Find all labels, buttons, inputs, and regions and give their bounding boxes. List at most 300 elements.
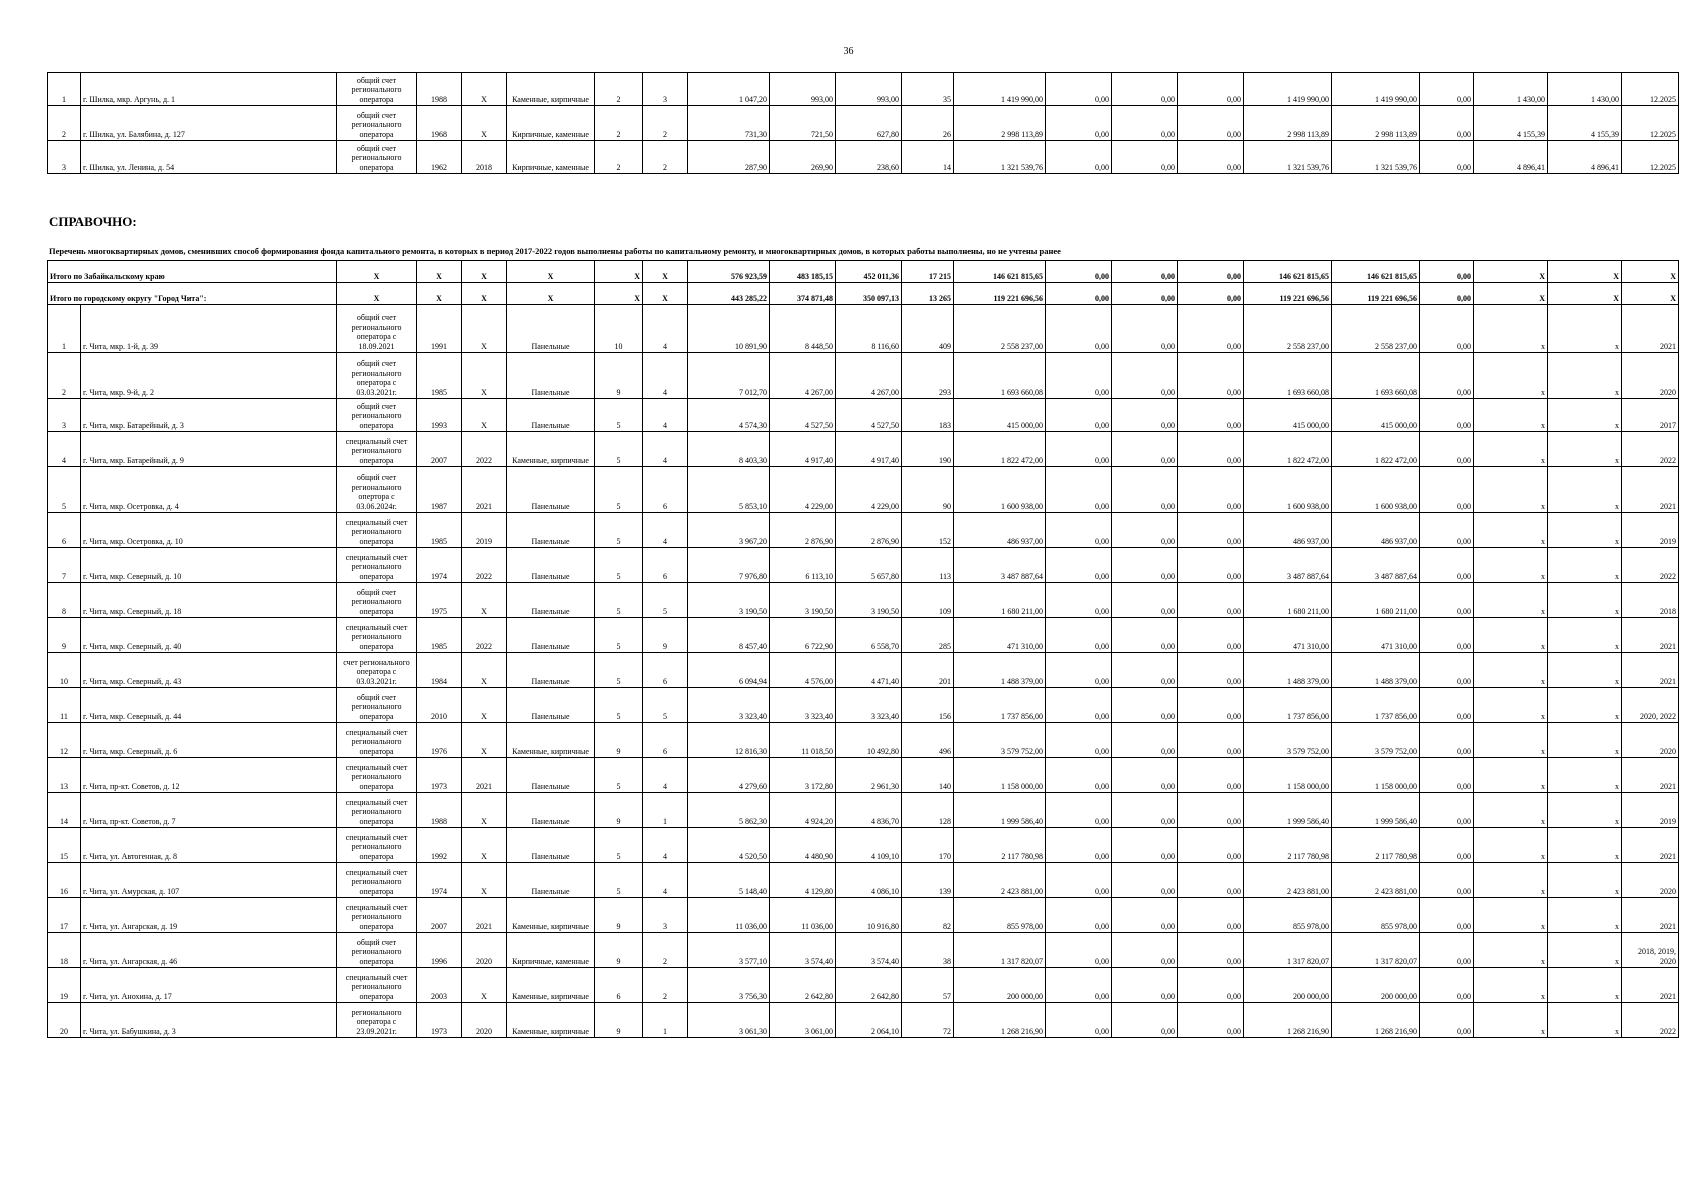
- cell-addr: г. Чита, мкр. 1-й, д. 39: [81, 305, 337, 353]
- total-acc: Х: [337, 261, 417, 283]
- cell-f3: 0,00: [1178, 793, 1244, 828]
- cell-a1: 3 061,30: [688, 1003, 770, 1038]
- cell-ent: 2: [643, 141, 688, 174]
- cell-yr: 2018: [1622, 583, 1679, 618]
- cell-u1: х: [1474, 898, 1548, 933]
- cell-u2: х: [1548, 828, 1622, 863]
- total-f2: 0,00: [1112, 261, 1178, 283]
- cell-a2: 721,50: [770, 106, 836, 141]
- cell-u1: х: [1474, 353, 1548, 399]
- cell-a1: 3 190,50: [688, 583, 770, 618]
- cell-a1: 1 047,20: [688, 73, 770, 106]
- cell-ent: 4: [643, 758, 688, 793]
- cell-u1: х: [1474, 793, 1548, 828]
- cell-s3: 0,00: [1420, 828, 1474, 863]
- cell-f2: 0,00: [1112, 898, 1178, 933]
- cell-fl: 2: [595, 141, 643, 174]
- cell-addr: г. Чита, ул. Ангарская, д. 19: [81, 898, 337, 933]
- cell-n: 18: [48, 933, 81, 968]
- cell-yr: 2019: [1622, 513, 1679, 548]
- cell-cost: 1 737 856,00: [954, 688, 1046, 723]
- total-cost: 119 221 696,56: [954, 283, 1046, 305]
- cell-wall: Панельные: [507, 618, 595, 653]
- cell-cost: 2 558 237,00: [954, 305, 1046, 353]
- cell-n: 11: [48, 688, 81, 723]
- cell-s1: 1 317 820,07: [1244, 933, 1332, 968]
- cell-s2: 1 488 379,00: [1332, 653, 1420, 688]
- cell-fl: 6: [595, 968, 643, 1003]
- cell-s1: 2 117 780,98: [1244, 828, 1332, 863]
- cell-u1: х: [1474, 723, 1548, 758]
- total-ent: Х: [643, 283, 688, 305]
- cell-f1: 0,00: [1046, 106, 1112, 141]
- cell-y1: 1973: [417, 1003, 462, 1038]
- cell-a2: 3 574,40: [770, 933, 836, 968]
- cell-u1: х: [1474, 758, 1548, 793]
- cell-f3: 0,00: [1178, 863, 1244, 898]
- cell-y2: Х: [462, 828, 507, 863]
- cell-y2: 2021: [462, 758, 507, 793]
- cell-fl: 2: [595, 73, 643, 106]
- total-s1: 146 621 815,65: [1244, 261, 1332, 283]
- cell-f2: 0,00: [1112, 399, 1178, 432]
- cell-n: 13: [48, 758, 81, 793]
- cell-yr: 2019: [1622, 793, 1679, 828]
- cell-u1: х: [1474, 583, 1548, 618]
- cell-u2: х: [1548, 353, 1622, 399]
- cell-addr: г. Чита, мкр. Северный, д. 43: [81, 653, 337, 688]
- cell-cost: 2 423 881,00: [954, 863, 1046, 898]
- cell-n: 5: [48, 467, 81, 513]
- table-row: [48, 1003, 1679, 1038]
- cell-n: 12: [48, 723, 81, 758]
- cell-a2: 4 267,00: [770, 353, 836, 399]
- total-ppl: 17 215: [902, 261, 954, 283]
- cell-f1: 0,00: [1046, 353, 1112, 399]
- cell-fl: 9: [595, 353, 643, 399]
- cell-f3: 0,00: [1178, 513, 1244, 548]
- cell-u2: х: [1548, 305, 1622, 353]
- cell-ent: 5: [643, 583, 688, 618]
- cell-yr: 2020: [1622, 353, 1679, 399]
- cell-wall: Каменные, кирпичные: [507, 73, 595, 106]
- cell-wall: Каменные, кирпичные: [507, 968, 595, 1003]
- cell-a3: 2 642,80: [836, 968, 902, 1003]
- cell-ent: 4: [643, 305, 688, 353]
- cell-f3: 0,00: [1178, 583, 1244, 618]
- cell-y2: Х: [462, 353, 507, 399]
- cell-a1: 3 323,40: [688, 688, 770, 723]
- cell-u2: х: [1548, 933, 1622, 968]
- total-a1: 443 285,22: [688, 283, 770, 305]
- cell-ent: 4: [643, 353, 688, 399]
- cell-yr: 2021: [1622, 968, 1679, 1003]
- cell-u1: х: [1474, 653, 1548, 688]
- cell-u2: х: [1548, 618, 1622, 653]
- cell-a2: 6 722,90: [770, 618, 836, 653]
- cell-acc: специальный счет регионального оператора: [337, 898, 417, 933]
- cell-u1: х: [1474, 933, 1548, 968]
- cell-a3: 4 527,50: [836, 399, 902, 432]
- cell-cost: 855 978,00: [954, 898, 1046, 933]
- cell-u2: х: [1548, 467, 1622, 513]
- cell-addr: г. Чита, мкр. 9-й, д. 2: [81, 353, 337, 399]
- cell-ppl: 201: [902, 653, 954, 688]
- cell-acc: общий счет регионального опертора с 03.06.2024г.: [337, 467, 417, 513]
- total-f1: 0,00: [1046, 261, 1112, 283]
- cell-f3: 0,00: [1178, 758, 1244, 793]
- cell-y1: 2003: [417, 968, 462, 1003]
- cell-y1: 2007: [417, 898, 462, 933]
- cell-n: 16: [48, 863, 81, 898]
- total-s2: 146 621 815,65: [1332, 261, 1420, 283]
- total-u1: Х: [1474, 261, 1548, 283]
- total-row: [48, 283, 1679, 305]
- cell-s2: 2 423 881,00: [1332, 863, 1420, 898]
- cell-f1: 0,00: [1046, 432, 1112, 467]
- cell-a1: 3 967,20: [688, 513, 770, 548]
- cell-fl: 5: [595, 548, 643, 583]
- cell-ppl: 35: [902, 73, 954, 106]
- table-row: [48, 106, 1679, 141]
- cell-yr: 2021: [1622, 653, 1679, 688]
- cell-s2: 1 999 586,40: [1332, 793, 1420, 828]
- total-ent: Х: [643, 261, 688, 283]
- cell-wall: Кирпичные, каменные: [507, 141, 595, 174]
- cell-a3: 2 961,30: [836, 758, 902, 793]
- cell-s3: 0,00: [1420, 548, 1474, 583]
- cell-cost: 2 117 780,98: [954, 828, 1046, 863]
- cell-fl: 5: [595, 653, 643, 688]
- cell-s2: 1 268 216,90: [1332, 1003, 1420, 1038]
- cell-cost: 3 487 887,64: [954, 548, 1046, 583]
- cell-u2: 4 155,39: [1548, 106, 1622, 141]
- total-row: [48, 261, 1679, 283]
- cell-u1: х: [1474, 863, 1548, 898]
- cell-acc: общий счет регионального оператора: [337, 933, 417, 968]
- cell-y1: 1975: [417, 583, 462, 618]
- cell-fl: 5: [595, 467, 643, 513]
- cell-fl: 5: [595, 399, 643, 432]
- cell-u1: х: [1474, 305, 1548, 353]
- cell-ent: 5: [643, 688, 688, 723]
- cell-a3: 3 323,40: [836, 688, 902, 723]
- cell-s2: 1 737 856,00: [1332, 688, 1420, 723]
- cell-a2: 11 018,50: [770, 723, 836, 758]
- cell-f2: 0,00: [1112, 548, 1178, 583]
- cell-ent: 4: [643, 828, 688, 863]
- cell-a2: 2 642,80: [770, 968, 836, 1003]
- cell-a3: 4 086,10: [836, 863, 902, 898]
- cell-y2: 2018: [462, 141, 507, 174]
- cell-u1: х: [1474, 1003, 1548, 1038]
- cell-a1: 5 148,40: [688, 863, 770, 898]
- cell-addr: г. Чита, мкр. Осетровка, д. 10: [81, 513, 337, 548]
- table-row: [48, 432, 1679, 467]
- cell-u2: х: [1548, 863, 1622, 898]
- cell-addr: г. Чита, пр-кт. Советов, д. 7: [81, 793, 337, 828]
- cell-s3: 0,00: [1420, 106, 1474, 141]
- cell-ppl: 156: [902, 688, 954, 723]
- table-row: [48, 653, 1679, 688]
- reference-table: [47, 260, 1679, 1038]
- cell-u1: х: [1474, 399, 1548, 432]
- cell-s3: 0,00: [1420, 432, 1474, 467]
- cell-yr: 2017: [1622, 399, 1679, 432]
- cell-a2: 4 917,40: [770, 432, 836, 467]
- cell-acc: общий счет регионального оператора: [337, 73, 417, 106]
- cell-f2: 0,00: [1112, 513, 1178, 548]
- cell-y1: 2007: [417, 432, 462, 467]
- cell-a1: 8 457,40: [688, 618, 770, 653]
- cell-ppl: 26: [902, 106, 954, 141]
- cell-n: 8: [48, 583, 81, 618]
- cell-n: 9: [48, 618, 81, 653]
- cell-wall: Панельные: [507, 399, 595, 432]
- cell-ppl: 90: [902, 467, 954, 513]
- cell-f2: 0,00: [1112, 141, 1178, 174]
- cell-y2: Х: [462, 968, 507, 1003]
- table-row: [48, 863, 1679, 898]
- cell-n: 10: [48, 653, 81, 688]
- cell-ppl: 14: [902, 141, 954, 174]
- cell-a1: 5 853,10: [688, 467, 770, 513]
- cell-s1: 1 419 990,00: [1244, 73, 1332, 106]
- cell-a3: 2 064,10: [836, 1003, 902, 1038]
- cell-u2: х: [1548, 399, 1622, 432]
- cell-f1: 0,00: [1046, 583, 1112, 618]
- cell-fl: 9: [595, 898, 643, 933]
- total-label: Итого по городскому округу "Город Чита":: [48, 283, 337, 305]
- cell-s1: 3 579 752,00: [1244, 723, 1332, 758]
- cell-y2: Х: [462, 583, 507, 618]
- cell-s2: 1 600 938,00: [1332, 467, 1420, 513]
- cell-y1: 1968: [417, 106, 462, 141]
- total-wall: Х: [507, 261, 595, 283]
- cell-fl: 2: [595, 106, 643, 141]
- cell-u2: 4 896,41: [1548, 141, 1622, 174]
- cell-f1: 0,00: [1046, 898, 1112, 933]
- total-s2: 119 221 696,56: [1332, 283, 1420, 305]
- cell-ppl: 183: [902, 399, 954, 432]
- cell-s3: 0,00: [1420, 467, 1474, 513]
- cell-wall: Каменные, кирпичные: [507, 1003, 595, 1038]
- cell-f1: 0,00: [1046, 618, 1112, 653]
- total-cost: 146 621 815,65: [954, 261, 1046, 283]
- total-y2: Х: [462, 261, 507, 283]
- cell-s1: 2 998 113,89: [1244, 106, 1332, 141]
- cell-f2: 0,00: [1112, 653, 1178, 688]
- table-row: [48, 399, 1679, 432]
- cell-a1: 3 577,10: [688, 933, 770, 968]
- cell-fl: 5: [595, 583, 643, 618]
- cell-acc: специальный счет регионального оператора: [337, 863, 417, 898]
- cell-s1: 1 680 211,00: [1244, 583, 1332, 618]
- cell-wall: Панельные: [507, 863, 595, 898]
- cell-s1: 855 978,00: [1244, 898, 1332, 933]
- cell-a3: 238,60: [836, 141, 902, 174]
- total-a3: 350 097,13: [836, 283, 902, 305]
- cell-wall: Панельные: [507, 688, 595, 723]
- cell-s1: 1 268 216,90: [1244, 1003, 1332, 1038]
- cell-ent: 4: [643, 863, 688, 898]
- total-s1: 119 221 696,56: [1244, 283, 1332, 305]
- cell-f1: 0,00: [1046, 653, 1112, 688]
- cell-acc: специальный счет регионального оператора: [337, 968, 417, 1003]
- cell-s3: 0,00: [1420, 513, 1474, 548]
- cell-cost: 1 488 379,00: [954, 653, 1046, 688]
- cell-f3: 0,00: [1178, 305, 1244, 353]
- cell-ent: 4: [643, 513, 688, 548]
- cell-a1: 3 756,30: [688, 968, 770, 1003]
- cell-addr: г. Чита, пр-кт. Советов, д. 12: [81, 758, 337, 793]
- cell-y1: 1974: [417, 863, 462, 898]
- cell-cost: 1 158 000,00: [954, 758, 1046, 793]
- cell-u1: х: [1474, 432, 1548, 467]
- table-row: [48, 898, 1679, 933]
- cell-y2: Х: [462, 73, 507, 106]
- cell-yr: 2021: [1622, 467, 1679, 513]
- table-row: [48, 758, 1679, 793]
- cell-f1: 0,00: [1046, 548, 1112, 583]
- cell-s2: 415 000,00: [1332, 399, 1420, 432]
- cell-ent: 4: [643, 432, 688, 467]
- cell-u1: х: [1474, 828, 1548, 863]
- cell-s1: 486 937,00: [1244, 513, 1332, 548]
- cell-a2: 269,90: [770, 141, 836, 174]
- cell-f2: 0,00: [1112, 688, 1178, 723]
- cell-s2: 1 680 211,00: [1332, 583, 1420, 618]
- cell-addr: г. Шилка, ул. Балябина, д. 127: [81, 106, 337, 141]
- cell-acc: общий счет регионального оператора с 03.03.2021г.: [337, 353, 417, 399]
- cell-a2: 4 527,50: [770, 399, 836, 432]
- total-f1: 0,00: [1046, 283, 1112, 305]
- cell-s1: 1 158 000,00: [1244, 758, 1332, 793]
- cell-a2: 3 190,50: [770, 583, 836, 618]
- cell-y2: Х: [462, 793, 507, 828]
- cell-s2: 1 321 539,76: [1332, 141, 1420, 174]
- cell-f1: 0,00: [1046, 141, 1112, 174]
- cell-yr: 12.2025: [1622, 73, 1679, 106]
- cell-u1: х: [1474, 548, 1548, 583]
- cell-a1: 11 036,00: [688, 898, 770, 933]
- cell-addr: г. Чита, мкр. Северный, д. 18: [81, 583, 337, 618]
- cell-s3: 0,00: [1420, 723, 1474, 758]
- cell-fl: 9: [595, 723, 643, 758]
- cell-f3: 0,00: [1178, 73, 1244, 106]
- cell-ent: 2: [643, 933, 688, 968]
- table-row: [48, 141, 1679, 174]
- cell-addr: г. Чита, мкр. Северный, д. 44: [81, 688, 337, 723]
- cell-n: 17: [48, 898, 81, 933]
- cell-wall: Кирпичные, каменные: [507, 933, 595, 968]
- cell-yr: 2022: [1622, 548, 1679, 583]
- cell-acc: общий счет регионального оператора: [337, 688, 417, 723]
- cell-a1: 5 862,30: [688, 793, 770, 828]
- cell-ppl: 72: [902, 1003, 954, 1038]
- cell-cost: 1 268 216,90: [954, 1003, 1046, 1038]
- cell-f2: 0,00: [1112, 828, 1178, 863]
- cell-fl: 10: [595, 305, 643, 353]
- total-u1: Х: [1474, 283, 1548, 305]
- cell-a2: 8 448,50: [770, 305, 836, 353]
- cell-acc: общий счет регионального оператора с 18.09.2021: [337, 305, 417, 353]
- cell-s2: 1 419 990,00: [1332, 73, 1420, 106]
- table-row: [48, 353, 1679, 399]
- cell-s3: 0,00: [1420, 399, 1474, 432]
- cell-a2: 4 129,80: [770, 863, 836, 898]
- cell-f2: 0,00: [1112, 723, 1178, 758]
- cell-fl: 5: [595, 688, 643, 723]
- cell-cost: 1 419 990,00: [954, 73, 1046, 106]
- cell-f2: 0,00: [1112, 793, 1178, 828]
- cell-a2: 4 480,90: [770, 828, 836, 863]
- cell-cost: 1 999 586,40: [954, 793, 1046, 828]
- cell-yr: 2020: [1622, 863, 1679, 898]
- cell-ppl: 293: [902, 353, 954, 399]
- cell-u1: х: [1474, 688, 1548, 723]
- table-row: [48, 513, 1679, 548]
- cell-s3: 0,00: [1420, 618, 1474, 653]
- cell-a1: 7 976,80: [688, 548, 770, 583]
- cell-f1: 0,00: [1046, 1003, 1112, 1038]
- cell-f3: 0,00: [1178, 548, 1244, 583]
- cell-f3: 0,00: [1178, 723, 1244, 758]
- cell-s2: 200 000,00: [1332, 968, 1420, 1003]
- cell-acc: специальный счет регионального оператора: [337, 793, 417, 828]
- cell-u2: х: [1548, 432, 1622, 467]
- cell-y2: Х: [462, 863, 507, 898]
- cell-a2: 4 576,00: [770, 653, 836, 688]
- cell-cost: 1 693 660,08: [954, 353, 1046, 399]
- cell-u2: х: [1548, 793, 1622, 828]
- cell-y2: 2022: [462, 548, 507, 583]
- cell-y1: 1973: [417, 758, 462, 793]
- cell-y2: Х: [462, 399, 507, 432]
- cell-acc: специальный счет регионального оператора: [337, 723, 417, 758]
- cell-acc: общий счет регионального оператора: [337, 583, 417, 618]
- cell-f3: 0,00: [1178, 467, 1244, 513]
- reference-heading: СПРАВОЧНО:: [49, 214, 137, 229]
- total-s3: 0,00: [1420, 283, 1474, 305]
- cell-s2: 486 937,00: [1332, 513, 1420, 548]
- cell-u2: 1 430,00: [1548, 73, 1622, 106]
- cell-s2: 1 693 660,08: [1332, 353, 1420, 399]
- cell-y2: Х: [462, 305, 507, 353]
- total-wall: Х: [507, 283, 595, 305]
- cell-f3: 0,00: [1178, 106, 1244, 141]
- cell-acc: специальный счет регионального оператора: [337, 432, 417, 467]
- cell-y1: 1988: [417, 793, 462, 828]
- cell-y1: 1985: [417, 513, 462, 548]
- cell-n: 14: [48, 793, 81, 828]
- cell-yr: 2018, 2019, 2020: [1622, 933, 1679, 968]
- cell-a2: 6 113,10: [770, 548, 836, 583]
- cell-acc: регионального оператора с 23.09.2021г.: [337, 1003, 417, 1038]
- cell-addr: г. Чита, ул. Бабушкина, д. 3: [81, 1003, 337, 1038]
- table-row: [48, 548, 1679, 583]
- cell-f1: 0,00: [1046, 688, 1112, 723]
- cell-a3: 4 917,40: [836, 432, 902, 467]
- cell-y2: 2021: [462, 898, 507, 933]
- cell-s3: 0,00: [1420, 933, 1474, 968]
- cell-s3: 0,00: [1420, 583, 1474, 618]
- cell-ent: 3: [643, 898, 688, 933]
- cell-u2: х: [1548, 968, 1622, 1003]
- cell-y1: 1985: [417, 618, 462, 653]
- total-yr: Х: [1622, 261, 1679, 283]
- cell-yr: 2021: [1622, 758, 1679, 793]
